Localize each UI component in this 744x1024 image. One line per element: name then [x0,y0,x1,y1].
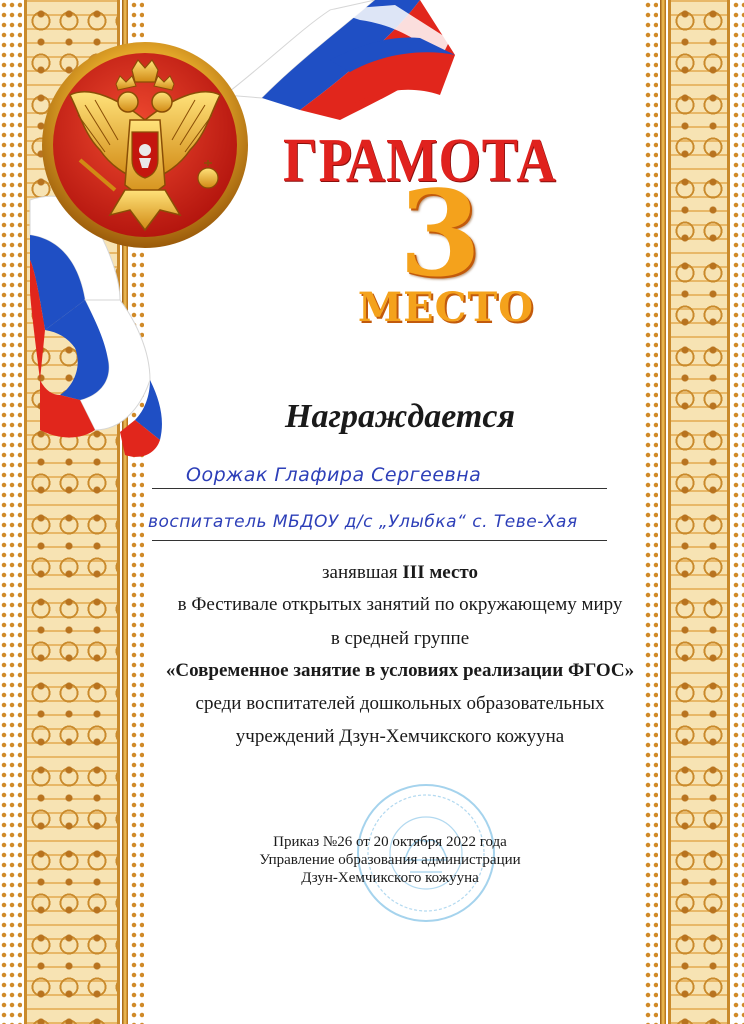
achievement-place: III место [402,562,478,583]
name-underline [152,488,607,489]
order-line: Приказ №26 от 20 октября 2022 года [273,834,507,850]
recipient-name: Ооржак Глафира Сергеевна [186,464,482,486]
right-gold-line [660,0,666,1024]
theme-line: «Современное занятие в условиях реализации ФГОС» [165,660,635,681]
left-dot-border [0,0,22,1024]
achievement-line [140,562,660,584]
audience-line-2: учреждений Дзун-Хемчикского кожууна [235,726,565,747]
position-underline [152,540,607,541]
place-number: 3 [398,164,482,303]
issuer-line-1: Управление образования администрации [259,852,521,868]
right-inner-dots [644,0,658,1024]
achievement-prefix: занявшая [322,562,398,583]
awarded-label: Награждается [285,398,515,435]
issuer-line-2: Дзун-Хемчикского кожууна [301,870,479,886]
right-dot-border [732,0,744,1024]
event-line: в Фестивале открытых занятий по окружающему миру [177,594,623,615]
certificate-title: ГРАМОТА [283,127,557,195]
audience-line-1: среди воспитателей дошкольных образовательных [195,693,605,714]
group-line: в средней группе [330,628,470,649]
recipient-position: воспитатель МБДОУ д/с „Улыбка“ с. Теве-Хая [148,512,578,532]
place-word: МЕСТО [357,284,535,331]
russian-coat-of-arms-icon [40,40,250,250]
right-ornament-border [668,0,730,1024]
